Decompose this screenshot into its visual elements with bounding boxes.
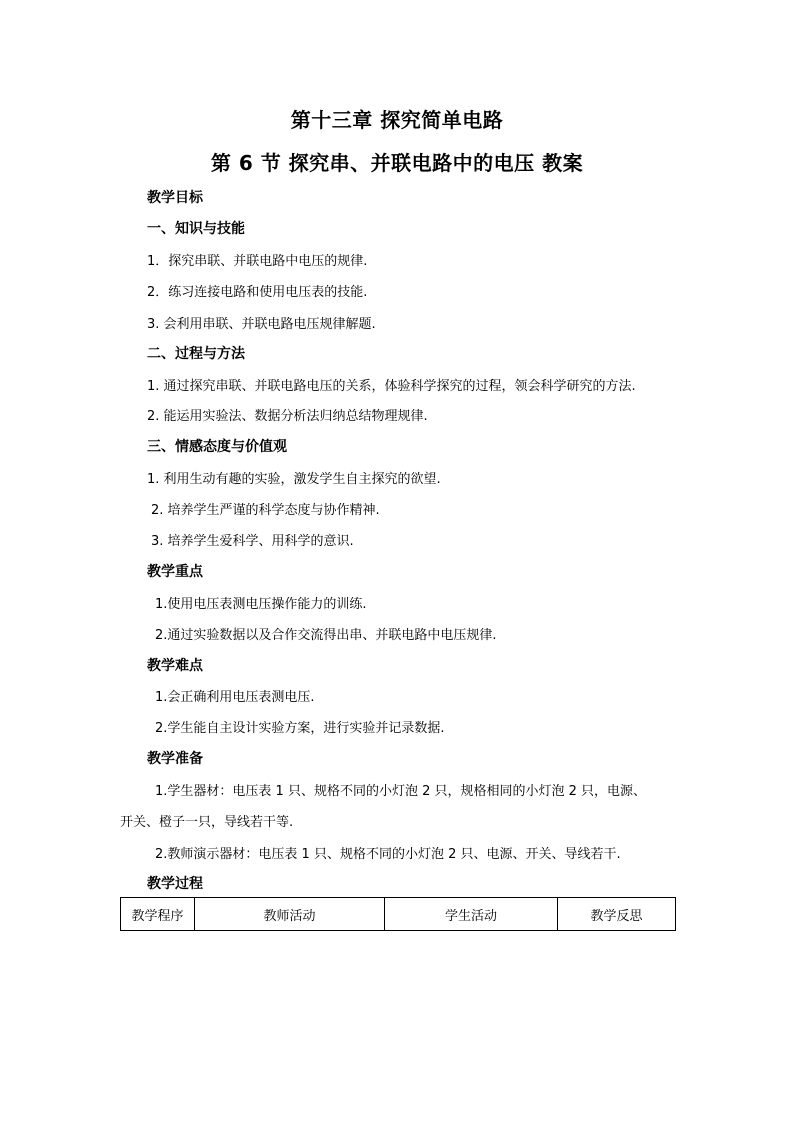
key-points-item: 2.通过实验数据以及合作交流得出串、并联电路中电压规律. xyxy=(155,628,497,643)
objectives-heading: 教学目标 xyxy=(147,190,203,206)
process-item: 1. 通过探究串联、并联电路电压的关系，体验科学探究的过程，领会科学研究的方法. xyxy=(147,379,636,394)
chapter-title: 第十三章 探究简单电路 xyxy=(290,108,504,132)
knowledge-item: 2．练习连接电路和使用电压表的技能. xyxy=(147,285,368,300)
teaching-process-table xyxy=(120,897,676,931)
difficulties-item: 2.学生能自主设计实验方案，进行实验并记录数据. xyxy=(155,721,445,736)
preparation-heading: 教学准备 xyxy=(147,751,203,767)
preparation-item-continued: 开关、橙子一只，导线若干等. xyxy=(120,815,294,830)
preparation-item: 2.教师演示器材：电压表 1 只、规格不同的小灯泡 2 只、电源、开关、导线若干. xyxy=(155,847,621,862)
table-header-row xyxy=(121,898,676,931)
preparation-item: 1.学生器材：电压表 1 只、规格不同的小灯泡 2 只，规格相同的小灯泡 2 只，电源、 xyxy=(155,784,647,799)
difficulties-heading: 教学难点 xyxy=(147,658,203,674)
teaching-process-heading: 教学过程 xyxy=(147,876,203,892)
table-header-cell: 教学程序 xyxy=(121,898,195,931)
emotion-item: 3. 培养学生爱科学、用科学的意识. xyxy=(151,534,354,549)
table-header-cell: 学生活动 xyxy=(385,898,558,931)
difficulties-item: 1.会正确利用电压表测电压. xyxy=(155,690,315,705)
knowledge-item: 3. 会利用串联、并联电路电压规律解题. xyxy=(147,317,376,332)
knowledge-heading: 一、知识与技能 xyxy=(147,221,245,237)
process-heading: 二、过程与方法 xyxy=(147,346,245,362)
emotion-item: 2. 培养学生严谨的科学态度与协作精神. xyxy=(151,503,380,518)
section-title: 第 6 节 探究串、并联电路中的电压 教案 xyxy=(210,151,584,175)
emotion-item: 1. 利用生动有趣的实验，激发学生自主探究的欲望. xyxy=(147,472,441,487)
key-points-item: 1.使用电压表测电压操作能力的训练. xyxy=(155,597,367,612)
table-header-cell: 教师活动 xyxy=(195,898,385,931)
key-points-heading: 教学重点 xyxy=(147,564,203,580)
emotion-heading: 三、情感态度与价值观 xyxy=(147,439,287,455)
knowledge-item: 1．探究串联、并联电路中电压的规律. xyxy=(147,254,368,269)
table-header-cell: 教学反思 xyxy=(558,898,676,931)
process-item: 2. 能运用实验法、数据分析法归纳总结物理规律. xyxy=(147,409,428,424)
